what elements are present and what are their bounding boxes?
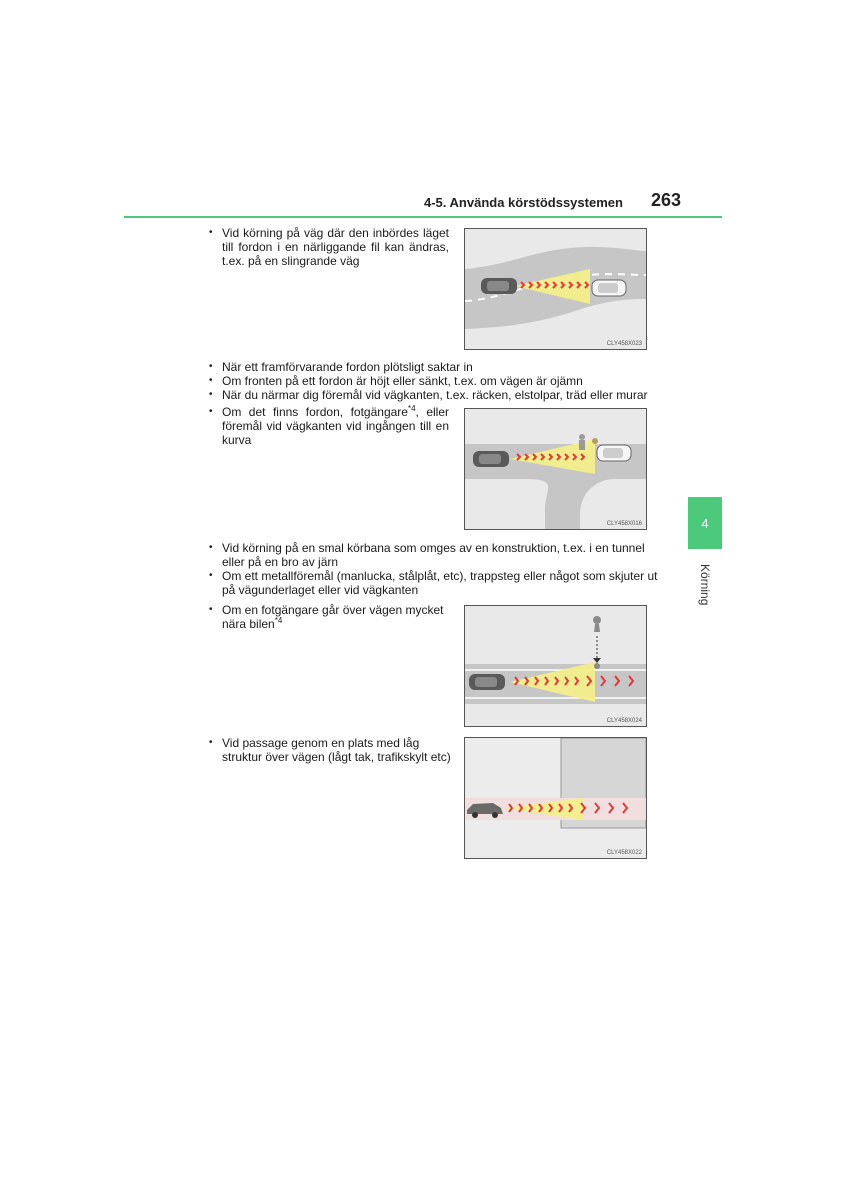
list-item-text: Om det finns fordon, fotgängare$^{*4}$, eller föremål vid vägkanten vid ingången till en kurva — [222, 404, 450, 447]
bullet-dot: • — [209, 375, 213, 386]
bullet-dot: • — [209, 604, 213, 615]
list-item — [209, 541, 669, 569]
bullet-dot: • — [209, 737, 213, 748]
bullet-dot: • — [209, 361, 213, 372]
figure-curve-entrance — [464, 408, 647, 530]
list-item-text: Om ett metallföremål (manlucka, stålplåt, etc), trappsteg eller något som skjuter ut på vägunderlaget eller vid vägkanten — [222, 569, 658, 597]
list-item-text: Vid körning på väg där den inbördes läget till fordon i en närliggande fil kan ändras, t.ex. på en slingrande väg — [222, 226, 449, 268]
figure-code: CLY458X022 — [606, 850, 642, 856]
list-item — [209, 603, 449, 631]
chapter-number: 4 — [701, 515, 709, 531]
bullet-dot: • — [209, 389, 213, 400]
list-item — [209, 405, 449, 447]
list-item-text: När du närmar dig föremål vid vägkanten, t.ex. räcken, elstolpar, träd eller murar — [222, 388, 648, 402]
bullet-dot: • — [209, 227, 213, 238]
low-structure-illustration — [465, 738, 646, 858]
curve-entrance-illustration — [465, 409, 646, 529]
list-item-text: När ett framförvarande fordon plötsligt saktar in — [222, 360, 473, 374]
chapter-name: Körning — [698, 564, 712, 606]
chapter-label — [690, 555, 720, 615]
figure-code: CLY458X016 — [606, 521, 642, 527]
figure-curved-road — [464, 228, 647, 350]
bullet-dot: • — [209, 542, 213, 553]
list-item — [209, 374, 669, 388]
list-item-text: Om en fotgängare går över vägen mycket nära bilen$^{*4}$ — [222, 603, 444, 631]
figure-code: CLY458X023 — [606, 341, 642, 347]
list-item — [209, 569, 669, 597]
list-item — [209, 226, 449, 268]
figure-pedestrian-crossing — [464, 605, 647, 727]
list-item — [209, 736, 454, 764]
list-item-text: Vid passage genom en plats med låg struktur över vägen (lågt tak, trafikskylt etc) — [222, 736, 451, 764]
list-item-text: Om fronten på ett fordon är höjt eller sänkt, t.ex. om vägen är ojämn — [222, 374, 583, 388]
section-title: 4-5. Använda körstödssystemen — [424, 195, 623, 210]
chapter-tab — [688, 497, 722, 549]
figure-low-structure — [464, 737, 647, 859]
figure-code: CLY458X024 — [606, 718, 642, 724]
list-item — [209, 360, 669, 374]
page-number: 263 — [651, 190, 682, 210]
bullet-dot: • — [209, 406, 213, 417]
pedestrian-crossing-illustration — [465, 606, 646, 726]
curved-road-illustration — [465, 229, 646, 349]
list-item — [209, 388, 669, 402]
list-item-text: Vid körning på en smal körbana som omges av en konstruktion, t.ex. i en tunnel eller på en bro av järn — [222, 541, 645, 569]
header-divider — [124, 216, 722, 218]
bullet-dot: • — [209, 570, 213, 581]
